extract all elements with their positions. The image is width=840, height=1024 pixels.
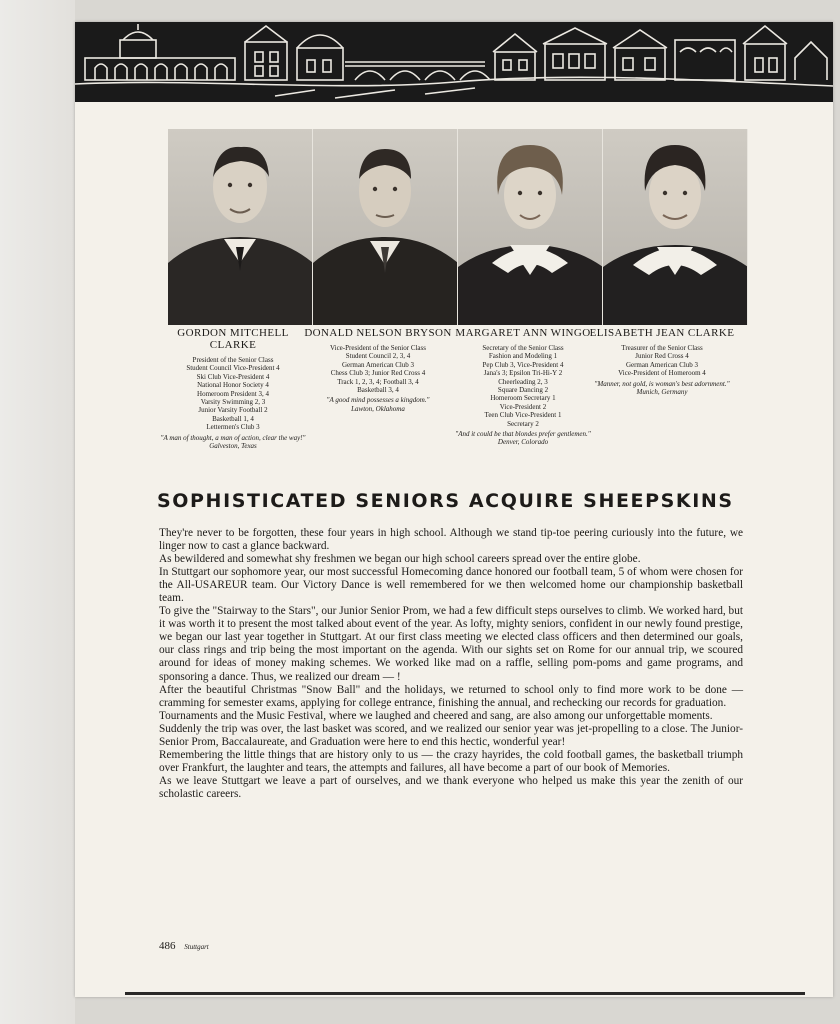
activity: Junior Varsity Football 2 (198, 406, 268, 415)
portrait-donald (313, 129, 458, 325)
senior-quote: "A good mind possesses a kingdom." (326, 396, 430, 405)
activity: Junior Red Cross 4 (635, 352, 689, 361)
activity: Vice-President of the Senior Class (329, 344, 426, 352)
senior-name: DONALD NELSON BRYSON (304, 327, 452, 339)
senior-portraits-row (168, 129, 748, 325)
scan-left-margin (0, 0, 75, 1024)
activity: National Honor Society 4 (197, 381, 269, 390)
senior-quote: "Manner, not gold, is woman's best adornment." (594, 379, 730, 388)
portrait-elisabeth (603, 129, 748, 325)
activity: German American Club 3 (625, 360, 699, 369)
article-paragraph: After the beautiful Christmas "Snow Ball" and the holidays, we returned to school only to find more work to be done — cramming for semester exams, applying for college entrance, finishing the annual, and rechecking our records for graduation. (159, 683, 743, 709)
page-number: 486 (159, 940, 176, 952)
senior-hometown: Lawton, Oklahoma (351, 404, 405, 413)
article-paragraph: Remembering the little things that are history only to us — the crazy hayrides, the cold football games, the basketball triumph over Frankfurt, the laughter and tears, the attempts and failures, all have become a part of our book of Memories. (159, 748, 743, 774)
article-paragraph: Tournaments and the Music Festival, where we laughed and cheered and sang, are also among our unforgettable moments. (159, 709, 713, 722)
girl-portrait-icon (603, 129, 748, 325)
activity: Cheerleading 2, 3 (498, 377, 548, 386)
section-name: Stuttgart (184, 943, 209, 951)
activity: Homeroom President 3, 4 (197, 389, 269, 398)
senior-name: GORDON MITCHELL CLARKE (177, 327, 289, 351)
activity: Homeroom Secretary 1 (490, 394, 556, 403)
article-paragraph: To give the "Stairway to the Stars", our Junior Senior Prom, we had a few difficult steps ourselves to climb. We worked hard, but it was worth it to present the most talked about event of the year. As lofty, mighty seniors, confident in our newly found prestige, we began our last year together in Stuttgart. At our first class meeting we elected class officers and then determined our goals, our class rings and trip being the most important on the agenda. With our sights set on Rome for our annual trip, we scoured around for ideas of money making schemes. We worked like mad on a raffle, selling pom-poms and game programs, and sponsoring a dance. Thus, we realized our dream — ! (159, 605, 743, 683)
senior-hometown: Galveston, Texas (209, 442, 257, 451)
activity: Student Council 2, 3, 4 (345, 352, 411, 361)
activity: Chess Club 3; Junior Red Cross 4 (330, 369, 426, 378)
activity: Jana's 3; Epsilon Tri-Hi-Y 2 (483, 369, 563, 378)
activity: Basketball 3, 4 (357, 386, 399, 395)
portrait-gordon (168, 129, 313, 325)
page-headline: SOPHISTICATED SENIORS ACQUIRE SHEEPSKINS (157, 490, 734, 512)
senior-quote: "And it could be that blondes prefer gentlemen." (455, 430, 591, 439)
article-paragraph: In Stuttgart our sophomore year, our most successful Homecoming dance honored our football team, 5 of whom were chosen for the All-USAREUR team. Our Victory Dance is well remembered for we then welcomed home our championship basketball team. (159, 566, 743, 605)
senior-bio-3 (448, 327, 598, 447)
activity: Secretary of the Senior Class (482, 344, 564, 352)
activity: Square Dancing 2 (497, 386, 549, 395)
article-paragraph: They're never to be forgotten, these four years in high school. Although we stand tip-toe peering curiously into the future, we linger now to cast a glance backward. (159, 527, 743, 553)
activity: Track 1, 2, 3, 4; Football 3, 4 (337, 377, 419, 386)
activity: Vice-President of Homeroom 4 (618, 369, 706, 378)
girl-portrait-icon (458, 129, 603, 325)
boy-portrait-icon (168, 129, 313, 325)
activity: Varsity Swimming 2, 3 (200, 398, 266, 407)
activity: German American Club 3 (341, 360, 415, 369)
portrait-margaret (458, 129, 603, 325)
activity: Ski Club Vice-President 4 (196, 372, 270, 381)
activity: Lettermen's Club 3 (206, 423, 260, 432)
article-paragraph: As we leave Stuttgart we leave a part of ourselves, and we thank everyone who helped us make this year the zenith of our scholastic careers. (159, 774, 743, 800)
senior-name: ELISABETH JEAN CLARKE (589, 327, 735, 339)
skyline-illustration (75, 22, 833, 102)
activity: President of the Senior Class (192, 356, 274, 364)
activity: Pep Club 3, Vice-President 4 (482, 360, 564, 369)
bottom-rule (125, 992, 805, 995)
activity: Basketball 1, 4 (212, 414, 254, 423)
article-body (159, 527, 743, 801)
city-skyline-banner (75, 22, 833, 102)
senior-hometown: Denver, Colorado (497, 438, 549, 447)
article-paragraph: Suddenly the trip was over, the last basket was scored, and we realized our senior year was jet-propelling to a close. The Junior-Senior Prom, Baccalaureate, and Graduation were here to end this hectic, wonderful year! (159, 722, 743, 748)
activity: Vice-President 2 (499, 402, 547, 411)
article-paragraph: As bewildered and somewhat shy freshmen we began our high school careers spread over the entire globe. (159, 553, 641, 566)
yearbook-page (75, 22, 833, 997)
senior-quote: "A man of thought, a man of action, clear the way!" (160, 433, 306, 442)
activity: Student Council Vice-President 4 (186, 364, 280, 373)
activity: Secretary 2 (507, 419, 539, 428)
activity: Treasurer of the Senior Class (621, 344, 703, 352)
senior-bio-2 (303, 327, 453, 413)
boy-portrait-icon (313, 129, 458, 325)
senior-bio-4 (587, 327, 737, 396)
activity: Fashion and Modeling 1 (488, 352, 558, 361)
senior-name: MARGARET ANN WINGO (455, 327, 591, 339)
senior-bio-1 (158, 327, 308, 450)
activity: Teen Club Vice-President 1 (484, 411, 562, 420)
page-footer (159, 940, 209, 952)
senior-hometown: Munich, Germany (636, 388, 688, 397)
